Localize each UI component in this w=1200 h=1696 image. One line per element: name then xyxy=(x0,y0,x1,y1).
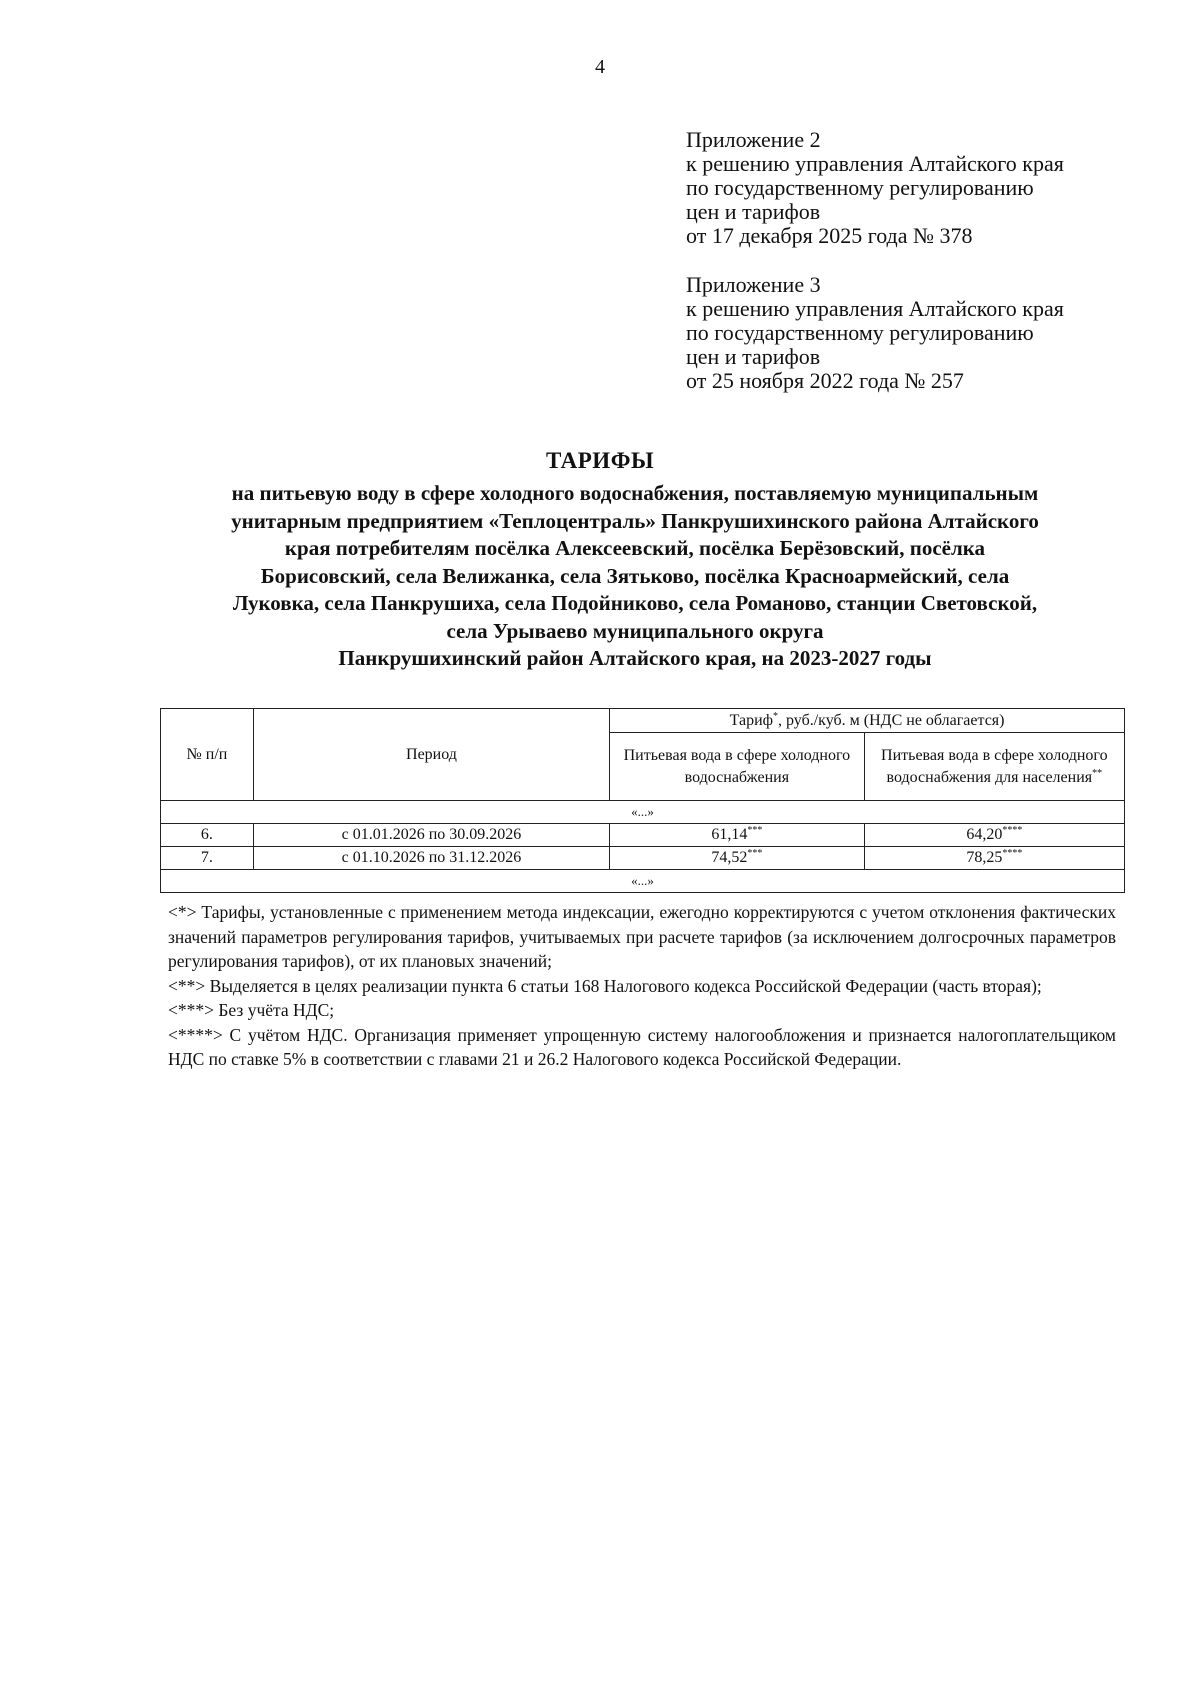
cell-value: 74,52 xyxy=(711,849,748,866)
cell-number: 7. xyxy=(161,847,254,870)
footnote-marker: <***> xyxy=(168,1000,214,1020)
tariff-table xyxy=(160,708,1125,893)
appendix-line: Приложение 3 xyxy=(686,272,821,297)
cell-number: 6. xyxy=(161,824,254,847)
footnote-text: Без учёта НДС; xyxy=(214,1000,335,1020)
header-water: Питьевая вода в сфере холодного водоснабжения xyxy=(610,733,865,801)
footnote-mark: **** xyxy=(1002,848,1023,859)
footnote-text: Тарифы, установленные с применением метода индексации, ежегодно корректируются с учетом отклонения фактических значений параметров регулирования тарифов, учитываемых при расчете тарифов (за исключением долгосрочных параметров регулирования тарифов), от их плановых значений; xyxy=(168,902,1116,971)
footnotes xyxy=(168,900,1116,1072)
table-row-ellipsis xyxy=(161,870,1125,893)
cell-population xyxy=(864,847,1124,870)
table-row xyxy=(161,847,1125,870)
footnote-text: Выделяется в целях реализации пункта 6 статьи 168 Налогового кодекса Российской Федерации (часть вторая); xyxy=(205,975,1042,996)
footnote-mark: **** xyxy=(1002,825,1023,836)
footnote-marker: <****> xyxy=(168,1024,223,1045)
footnote xyxy=(168,900,1116,974)
subtitle-line: Панкрушихинский район Алтайского края, на 2023-2027 годы xyxy=(338,646,932,670)
page-number: 4 xyxy=(595,56,605,78)
footnote-marker: <**> xyxy=(168,975,206,996)
footnote xyxy=(168,1023,1116,1072)
footnote-mark: *** xyxy=(747,825,763,836)
cell-water xyxy=(610,824,865,847)
header-water-population-label: Питьевая вода в сфере холодного водоснабжения для населения xyxy=(881,746,1108,786)
footnote xyxy=(168,998,1116,1023)
cell-water xyxy=(610,847,865,870)
table-header-row xyxy=(161,709,1125,733)
subtitle-line: унитарным предприятием «Теплоцентраль» Панкрушихинского района Алтайского xyxy=(231,508,1039,533)
table-row xyxy=(161,824,1125,847)
footnote-mark: ** xyxy=(1092,767,1103,779)
subtitle-line: Луковка, села Панкрушиха, села Подойниково, села Романово, станции Световской, xyxy=(232,591,1038,615)
footnote-mark: * xyxy=(773,710,779,722)
footnote xyxy=(168,974,1116,999)
cell-period: с 01.10.2026 по 31.12.2026 xyxy=(253,847,609,870)
cell-value: 61,14 xyxy=(711,826,748,843)
subtitle-line: Борисовский, села Велижанка, села Зятьково, посёлка Красноармейский, села xyxy=(260,563,1010,588)
appendix-line: цен и тарифов xyxy=(686,199,821,224)
table-row-ellipsis xyxy=(161,801,1125,824)
footnote-text: С учётом НДС. Организация применяет упрощенную систему налогообложения и признается налогоплательщиком НДС по ставке 5% в соответствии с главами 21 и 26.2 Налогового кодекса Российской Федерации. xyxy=(168,1024,1116,1069)
document-title: ТАРИФЫ xyxy=(545,448,655,473)
appendix-line: от 17 декабря 2025 года № 378 xyxy=(686,223,973,248)
appendix-line: Приложение 2 xyxy=(686,127,821,152)
footnote-mark: *** xyxy=(747,848,763,859)
subtitle-line: края потребителям посёлка Алексеевский, посёлка Берёзовский, посёлка xyxy=(284,536,986,560)
cell-value: 78,25 xyxy=(966,849,1003,866)
ellipsis-cell: «...» xyxy=(161,870,1125,893)
appendix-line: к решению управления Алтайского края xyxy=(686,296,1064,321)
ellipsis-cell: «...» xyxy=(161,801,1125,824)
cell-period: с 01.01.2026 по 30.09.2026 xyxy=(253,824,609,847)
footnote-marker: <*> xyxy=(168,902,197,922)
appendix-line: от 25 ноября 2022 года № 257 xyxy=(686,368,964,393)
appendix-line: к решению управления Алтайского края xyxy=(686,151,1064,176)
header-period: Период xyxy=(253,709,609,801)
appendix-line: по государственному регулированию xyxy=(686,320,1034,345)
appendix-line: по государственному регулированию xyxy=(686,175,1034,200)
appendix-3-header xyxy=(686,273,1166,393)
document-subtitle xyxy=(150,480,1120,673)
header-tariff-label: Тариф xyxy=(729,711,774,729)
appendix-line: цен и тарифов xyxy=(686,344,821,369)
header-water-population xyxy=(864,733,1124,801)
cell-value: 64,20 xyxy=(966,826,1003,843)
appendix-2-header xyxy=(686,128,1166,248)
subtitle-line: на питьевую воду в сфере холодного водоснабжения, поставляемую муниципальным xyxy=(231,481,1039,505)
cell-population xyxy=(864,824,1124,847)
subtitle-line: села Урываево муниципального округа xyxy=(446,618,824,643)
header-number: № п/п xyxy=(161,709,254,801)
header-tariff-unit: , руб./куб. м (НДС не облагается) xyxy=(778,711,1005,729)
header-tariff-group xyxy=(610,709,1125,733)
